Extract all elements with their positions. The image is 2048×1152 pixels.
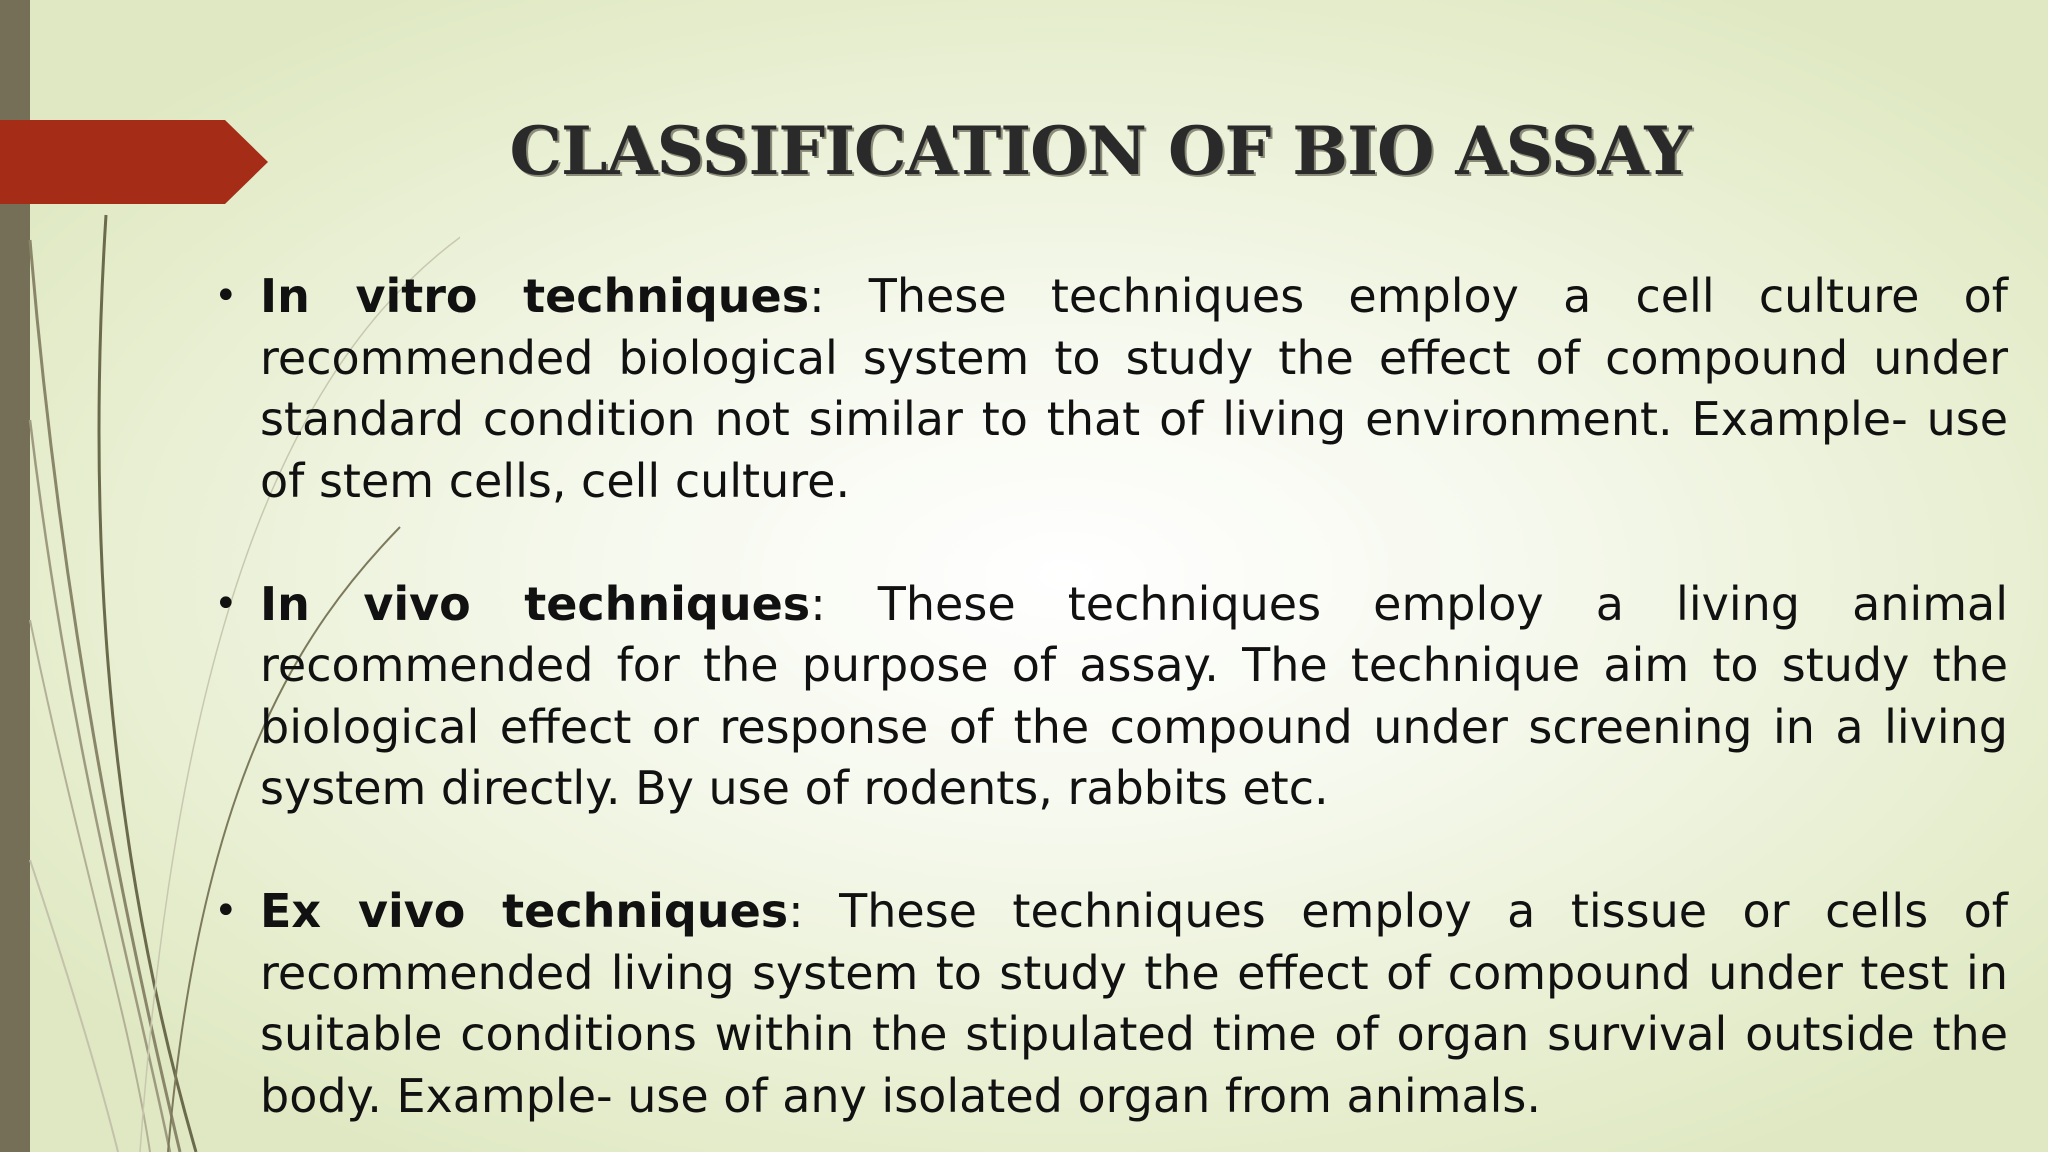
bullet-in-vivo	[202, 574, 2008, 820]
bullet-term: In vivo techniques	[260, 576, 811, 631]
bullet-separator: :	[788, 884, 804, 938]
bullet-text: These techniques employ a living animal recommended for the purpose of assay. The technique aim to study the biological effect or response of the compound under screening in a living system directly. By use of rodents, rabbits etc.	[260, 576, 2008, 815]
bullet-ex-vivo	[202, 881, 2008, 1127]
bullet-term: In vitro techniques	[260, 269, 810, 323]
title-arrow-tab	[0, 120, 268, 204]
bullet-text: These techniques employ a cell culture of recommended biological system to study the effect of compound under standard condition not similar to that of living environment. Example- use of stem cells, cell culture.	[260, 269, 2009, 508]
bullet-marker: •	[214, 580, 238, 627]
bullet-term: Ex vivo techniques	[260, 884, 789, 938]
bullet-separator: :	[810, 576, 826, 631]
bullet-marker: •	[214, 888, 238, 934]
bullet-in-vitro	[202, 266, 2008, 512]
slide-title: CLASSIFICATION OF BIO ASSAY	[509, 112, 1691, 190]
bullet-separator: :	[809, 269, 825, 323]
bullet-marker: •	[214, 273, 238, 319]
bullet-text: These techniques employ a tissue or cells of recommended living system to study the effect of compound under test in suitable conditions within the stipulated time of organ survival outside the body. Example- use of any isolated organ from animals.	[260, 884, 2008, 1123]
bullet-list	[202, 266, 2008, 1127]
